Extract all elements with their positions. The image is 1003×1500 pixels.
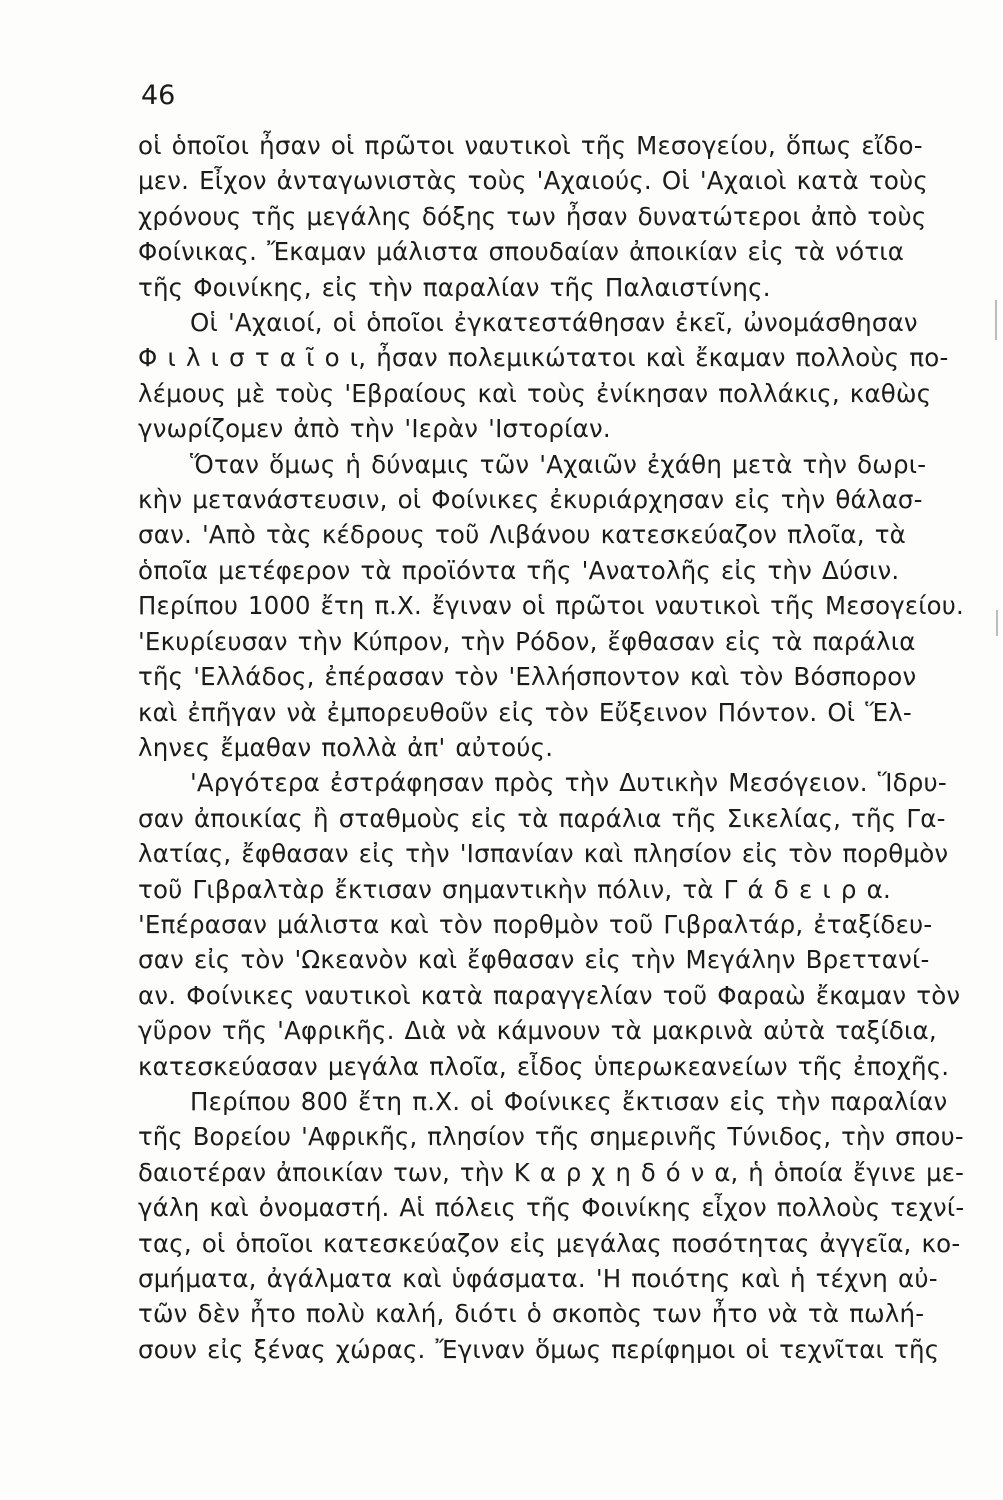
paragraph xyxy=(138,447,964,766)
text-line: 'Εκυρίευσαν τὴν Κύπρον, τὴν Ρόδον, ἔφθασαν εἰς τὰ παράλια xyxy=(138,626,916,656)
text-line: Φ ι λ ι σ τ α ῖ ο ι, ἦσαν πολεμικώτατοι καὶ ἔκαμαν πολλοὺς πο- xyxy=(138,343,949,373)
text-line: τῆς Βορείου 'Αφρικῆς, πλησίον τῆς σημερινῆς Τύνιδος, τὴν σπου- xyxy=(138,1122,964,1152)
text-line: Φοίνικας. Ἔκαμαν μάλιστα σπουδαίαν ἀποικίαν εἰς τὰ νότια xyxy=(138,237,905,267)
text-line: τας, οἱ ὁποῖοι κατεσκεύαζον εἰς μεγάλας ποσότητας ἀγγεῖα, κο- xyxy=(138,1228,961,1258)
text-line: Περίπου 1000 ἔτη π.Χ. ἔγιναν οἱ πρῶτοι ναυτικοὶ τῆς Μεσογείου. xyxy=(138,591,964,621)
scan-edge-mark xyxy=(995,300,997,340)
text-line: σαν. 'Απὸ τὰς κέδρους τοῦ Λιβάνου κατεσκεύαζον πλοῖα, τὰ xyxy=(138,520,907,550)
text-line: σμήματα, ἀγάλματα καὶ ὑφάσματα. 'Η ποιότης καὶ ἡ τέχνη αὐ- xyxy=(138,1264,938,1293)
text-line: σουν εἰς ξένας χώρας. Ἔγιναν ὅμως περίφημοι οἱ τεχνῖται τῆς xyxy=(138,1334,940,1364)
text-line: Οἱ 'Αχαιοί, οἱ ὁποῖοι ἐγκατεστάθησαν ἐκεῖ, ὠνομάσθησαν xyxy=(190,308,918,338)
text-line: λατίας, ἔφθασαν εἰς τὴν 'Ισπανίαν καὶ πλησίον εἰς τὸν πορθμὸν xyxy=(138,839,949,869)
text-line: χρόνους τῆς μεγάλης δόξης των ἦσαν δυνατώτεροι ἀπὸ τοὺς xyxy=(138,201,927,231)
text-line: δαιοτέραν ἀποικίαν των, τὴν Κ α ρ χ η δ ό ν α, ἡ ὁποία ἔγινε με- xyxy=(138,1157,965,1187)
page-number: 46 xyxy=(141,80,176,111)
text-line: καὶ ἐπῆγαν νὰ ἐμπορευθοῦν εἰς τὸν Εὔξεινον Πόντον. Οἱ Ἕλ- xyxy=(138,697,912,727)
text-line: τοῦ Γιβραλτὰρ ἔκτισαν σημαντικὴν πόλιν, τὰ Γ ά δ ε ι ρ α. xyxy=(138,874,891,904)
text-line: γῦρον τῆς 'Αφρικῆς. Διὰ νὰ κάμνουν τὰ μακρινὰ αὐτὰ ταξίδια, xyxy=(138,1016,937,1046)
text-line: γάλη καὶ ὀνομαστή. Αἱ πόλεις τῆς Φοινίκης εἶχον πολλοὺς τεχνί- xyxy=(138,1193,965,1223)
text-line: τῆς Φοινίκης, εἰς τὴν παραλίαν τῆς Παλαιστίνης. xyxy=(138,272,771,302)
text-line: γνωρίζομεν ἀπὸ τὴν 'Ιερὰν 'Ιστορίαν. xyxy=(138,414,611,444)
text-line: σαν ἀποικίας ἢ σταθμοὺς εἰς τὰ παράλια τῆς Σικελίας, τῆς Γα- xyxy=(138,803,946,833)
text-line: αν. Φοίνικες ναυτικοὶ κατὰ παραγγελίαν τοῦ Φαραὼ ἔκαμαν τὸν xyxy=(138,980,961,1010)
paragraph xyxy=(138,305,964,447)
body-text xyxy=(138,128,964,1367)
paragraph xyxy=(138,1084,964,1367)
paragraph xyxy=(138,765,964,1084)
text-line: σαν εἰς τὸν 'Ωκεανὸν καὶ ἔφθασαν εἰς τὴν Μεγάλην Βρεττανί- xyxy=(138,945,930,975)
text-line: Ὅταν ὅμως ἡ δύναμις τῶν 'Αχαιῶν ἐχάθη μετὰ τὴν δωρι- xyxy=(190,449,927,479)
text-line: 'Αργότερα ἐστράφησαν πρὸς τὴν Δυτικὴν Μεσόγειον. Ἵδρυ- xyxy=(190,768,947,798)
text-line: 'Επέρασαν μάλιστα καὶ τὸν πορθμὸν τοῦ Γιβραλτάρ, ἐταξίδευ- xyxy=(138,909,933,939)
paragraph xyxy=(138,128,964,305)
text-line: μεν. Εἶχον ἀνταγωνιστὰς τοὺς 'Αχαιούς. Οἱ 'Αχαιοὶ κατὰ τοὺς xyxy=(138,166,928,196)
text-line: τῶν δὲν ἦτο πολὺ καλή, διότι ὁ σκοπὸς των ἦτο νὰ τὰ πωλή- xyxy=(138,1299,925,1329)
text-line: λέμους μὲ τοὺς 'Εβραίους καὶ τοὺς ἐνίκησαν πολλάκις, καθὼς xyxy=(138,378,932,408)
text-line: ληνες ἔμαθαν πολλὰ ἀπ' αὐτούς. xyxy=(138,732,554,762)
text-line: τῆς 'Ελλάδος, ἐπέρασαν τὸν 'Ελλήσποντον καὶ τὸν Βόσπορον xyxy=(138,662,917,692)
text-line: Περίπου 800 ἔτη π.Χ. οἱ Φοίνικες ἔκτισαν εἰς τὴν παραλίαν xyxy=(190,1086,948,1116)
text-line: οἱ ὁποῖοι ἦσαν οἱ πρῶτοι ναυτικοὶ τῆς Μεσογείου, ὅπως εἴδο- xyxy=(138,131,923,160)
text-line: κατεσκεύασαν μεγάλα πλοῖα, εἶδος ὑπερωκεανείων τῆς ἐποχῆς. xyxy=(138,1051,950,1081)
scan-edge-mark xyxy=(996,610,998,636)
text-line: ὁποῖα μετέφερον τὰ προϊόντα τῆς 'Ανατολῆς εἰς τὴν Δύσιν. xyxy=(138,555,900,585)
text-line: κὴν μετανάστευσιν, οἱ Φοίνικες ἐκυριάρχησαν εἰς τὴν θάλασ- xyxy=(138,485,923,515)
